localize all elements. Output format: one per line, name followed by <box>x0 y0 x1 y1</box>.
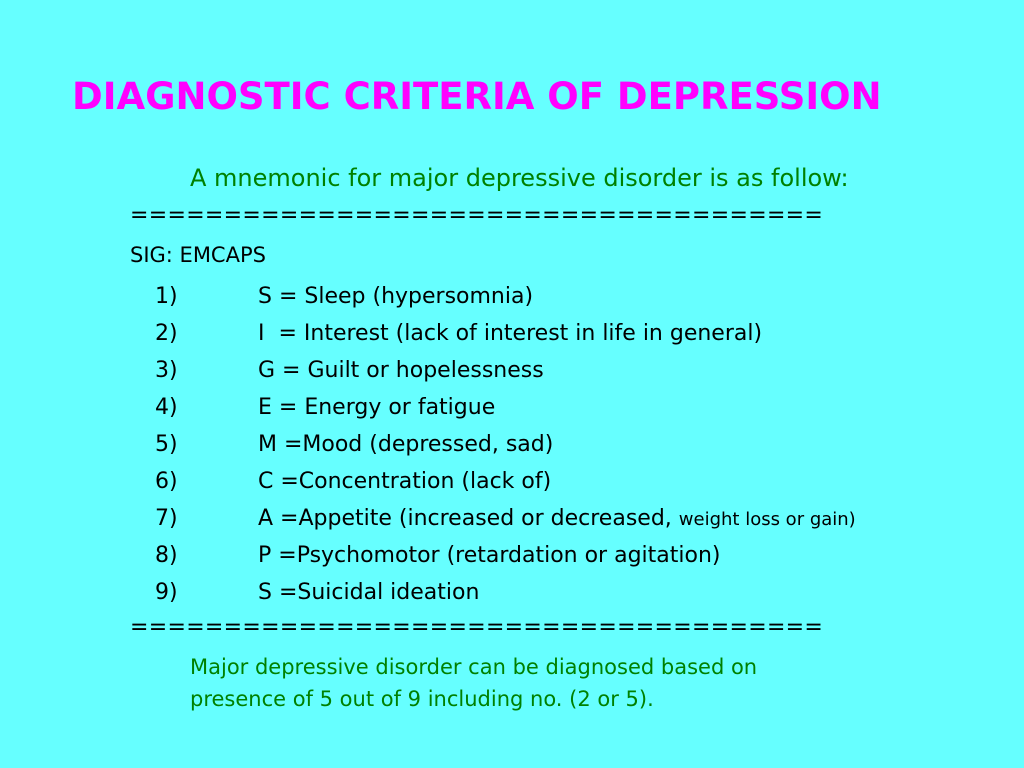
criterion-number: 8) <box>155 543 178 568</box>
criterion-text: S =Suicidal ideation <box>258 580 480 605</box>
criterion-text: S = Sleep (hypersomnia) <box>258 284 534 309</box>
conclusion-line-1: Major depressive disorder can be diagnosed based on <box>190 655 758 679</box>
mnemonic-label: SIG: EMCAPS <box>130 243 266 267</box>
criterion-energy <box>155 393 856 430</box>
criterion-number: 2) <box>155 321 178 346</box>
criterion-text: C =Concentration (lack of) <box>258 469 552 494</box>
slide-title: DIAGNOSTIC CRITERIA OF DEPRESSION <box>72 75 882 118</box>
criterion-text: E = Energy or fatigue <box>258 395 496 420</box>
criterion-text-wrap <box>258 504 856 541</box>
criterion-text: A =Appetite (increased or decreased, <box>258 506 679 531</box>
criterion-number: 5) <box>155 432 178 457</box>
criteria-list <box>155 282 856 615</box>
separator-top: ===================================== <box>130 203 824 228</box>
criterion-guilt <box>155 356 856 393</box>
criterion-number: 6) <box>155 469 178 494</box>
criterion-number: 9) <box>155 580 178 605</box>
criterion-concentration <box>155 467 856 504</box>
criterion-sleep <box>155 282 856 319</box>
criterion-text: I = Interest (lack of interest in life in general) <box>258 321 763 346</box>
criterion-number: 7) <box>155 506 178 531</box>
conclusion-line-2: presence of 5 out of 9 including no. (2 or 5). <box>190 687 654 711</box>
separator-bottom: ===================================== <box>130 615 824 640</box>
criterion-suicidal <box>155 578 856 615</box>
criterion-number: 4) <box>155 395 178 420</box>
criterion-text: M =Mood (depressed, sad) <box>258 432 554 457</box>
criterion-text-small: weight loss or gain) <box>678 509 856 530</box>
criterion-appetite <box>155 504 856 541</box>
criterion-psychomotor <box>155 541 856 578</box>
intro-text: A mnemonic for major depressive disorder is as follow: <box>190 164 849 192</box>
criterion-number: 1) <box>155 284 178 309</box>
criterion-number: 3) <box>155 358 178 383</box>
criterion-interest <box>155 319 856 356</box>
criterion-text: G = Guilt or hopelessness <box>258 358 544 383</box>
conclusion-text <box>190 651 757 715</box>
criterion-mood <box>155 430 856 467</box>
criterion-text: P =Psychomotor (retardation or agitation) <box>258 543 721 568</box>
